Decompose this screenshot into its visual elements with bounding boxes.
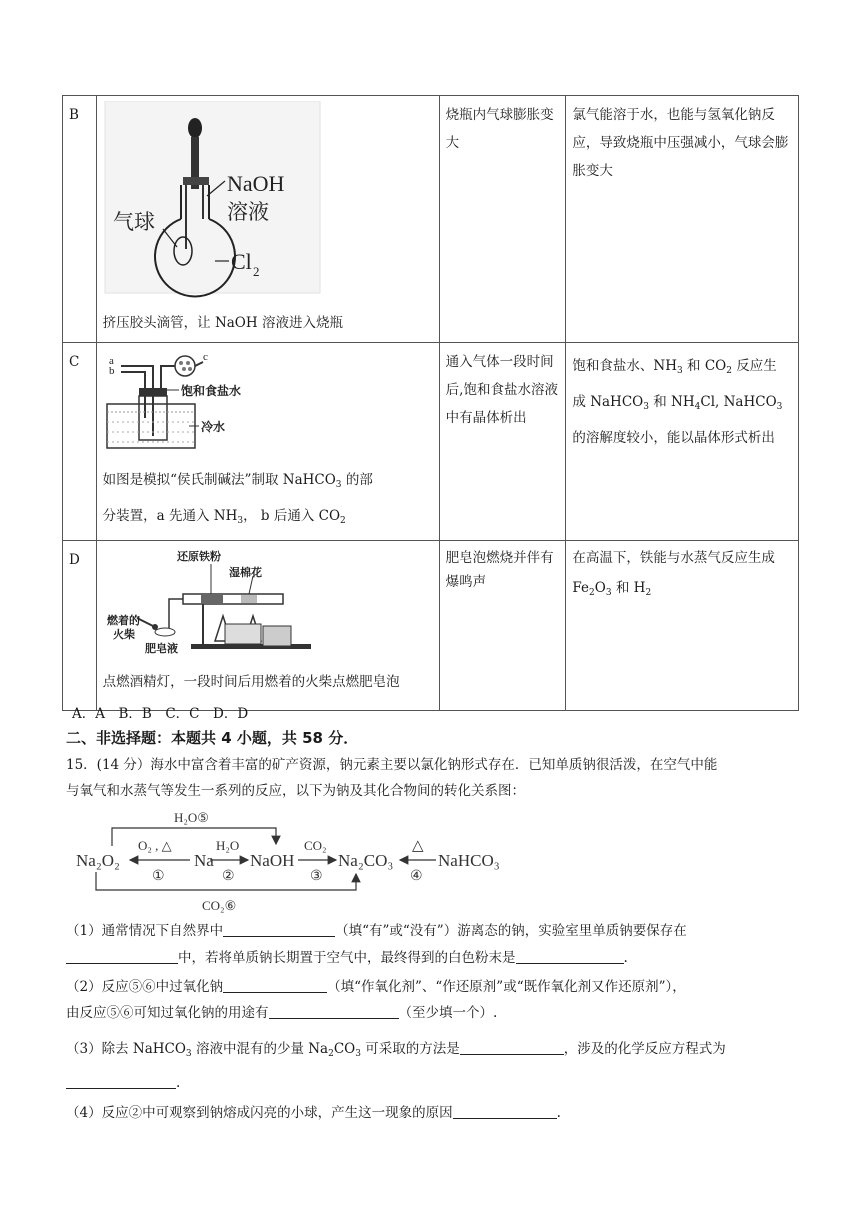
cl-label: Cl xyxy=(230,249,252,274)
h2o-5-label: H₂O⑤ xyxy=(174,810,209,825)
option-figure-cell xyxy=(96,343,439,541)
section-title: 二、非选择题：本题共 4 小题，共 58 分． xyxy=(66,729,359,747)
q15-part2-line1: （2）反应⑤⑥中过氧化钠 （填“作氧化剂”、“作还原剂”或“既作氧化剂又作还原剂”）， xyxy=(66,979,686,995)
heat-label: △ xyxy=(412,838,424,854)
q15-part4: （4）反应②中可观察到钠熔成闪亮的小球，产生这一现象的原因 . xyxy=(66,1105,561,1121)
na2o2-node: Na₂O₂ xyxy=(76,851,120,870)
phenomenon-cell: 肥皂泡燃烧并伴有爆鸣声 xyxy=(439,541,566,711)
h2o-label: H₂O xyxy=(216,838,240,853)
solution-label: 溶液 xyxy=(226,200,269,224)
a-label: a xyxy=(108,355,114,367)
reaction-3-label: ③ xyxy=(310,869,323,884)
naoh-node: NaOH xyxy=(250,851,295,870)
balloon-label: 气球 xyxy=(112,210,155,234)
cold-water-label: 冷水 xyxy=(200,420,225,434)
table-row-b xyxy=(63,96,799,343)
explanation-cell: 饱和食盐水、$NH_3$ 和 $CO_2$ 反应生 成 NaHCO$_3$ 和 $NH_4Cl$, NaHCO$_3$ 的溶解度较小，能以晶体形式析出 xyxy=(566,343,799,541)
option-figure-cell xyxy=(96,541,439,711)
co2-label: CO₂ xyxy=(304,838,327,853)
phenomenon-cell: 烧瓶内气球膨胀变大 xyxy=(439,96,566,343)
reaction-1-label: ① xyxy=(152,869,165,884)
c-label: c xyxy=(202,351,208,363)
table-row-c xyxy=(63,343,799,541)
table-row-d xyxy=(63,541,799,711)
q15-part3-line2: . xyxy=(66,1070,796,1096)
q15-part3-line1: （3）除去 NaHCO$_3$ 溶液中混有的少量 $Na_2CO_3$ 可采取的方法是 ，涉及的化学反应方程式为 xyxy=(66,1041,726,1059)
option-caption-line2: 分装置，a 先通入 $NH_3$， b 后通入 $CO_2$ xyxy=(102,508,346,526)
options-table xyxy=(62,95,799,711)
q15-intro-line2: 与氧气和水蒸气等发生一系列的反应，以下为钠及其化合物间的转化关系图： xyxy=(66,783,525,799)
match-label-1: 燃着的 xyxy=(106,615,140,627)
match-label-2: 火柴 xyxy=(112,629,135,641)
explanation-cell: 氯气能溶于水，也能与氢氧化钠反应，导致烧瓶中压强减小，气球会膨胀变大 xyxy=(566,96,799,343)
cl-subscript: 2 xyxy=(252,264,260,279)
q15-part1-line2: 中，若将单质钠长期置于空气中，最终得到的白色粉末是 . xyxy=(66,945,796,971)
brine-label: 饱和食盐水 xyxy=(180,384,241,398)
na-node: Na xyxy=(194,851,214,870)
soap-label: 肥皂液 xyxy=(144,643,178,655)
phenomenon-cell: 通入气体一段时间后,饱和食盐水溶液中有晶体析出 xyxy=(439,343,566,541)
naoh-label: NaOH xyxy=(226,171,285,196)
option-caption: 点燃酒精灯，一段时间后用燃着的火柴点燃肥皂泡 xyxy=(102,674,400,690)
b-label: b xyxy=(108,365,115,377)
sodium-conversion-diagram xyxy=(70,806,530,918)
option-label: C xyxy=(63,343,97,541)
q15-part2-line2: 由反应⑤⑥可知过氧化钠的用途有 （至少填一个）. xyxy=(66,1005,498,1021)
hou-process-diagram xyxy=(103,348,423,452)
q15-part1-line1: （1）通常情况下自然界中 （填“有”或“没有”）游离态的钠，实验室里单质钠要保存在 xyxy=(66,923,687,939)
na2co3-node: Na₂CO₃ xyxy=(338,851,394,870)
option-figure-cell xyxy=(96,96,439,343)
option-label: B xyxy=(63,96,97,343)
reaction-4-label: ④ xyxy=(410,869,423,884)
answer-choices: A．A B．B C．C D．D xyxy=(72,706,249,722)
wet-cotton-label: 湿棉花 xyxy=(228,567,262,579)
q15-intro-line1: 15．(14 分）海水中富含着丰富的矿产资源，钠元素主要以氯化钠形式存在．已知单质钠很活泼，在空气中能 xyxy=(66,757,718,773)
option-label: D xyxy=(63,541,97,711)
co2-6-label: CO₂⑥ xyxy=(202,898,237,913)
option-caption: 挤压胶头滴管，让 NaOH 溶液进入烧瓶 xyxy=(102,315,343,331)
option-caption-line1: 如图是模拟“侯氏制碱法”制取 NaHCO$_3$ 的部 xyxy=(102,472,373,490)
reaction-2-label: ② xyxy=(222,869,235,884)
iron-powder-label: 还原铁粉 xyxy=(176,551,221,563)
iron-steam-diagram xyxy=(103,546,423,656)
explanation-cell: 在高温下，铁能与水蒸气反应生成 $Fe_2O_3$ 和 $H_2$ xyxy=(566,541,799,711)
nahco3-node: NaHCO₃ xyxy=(438,851,500,870)
o2-heat-label: O₂ , △ xyxy=(138,838,172,853)
flask-balloon-diagram xyxy=(103,101,433,299)
